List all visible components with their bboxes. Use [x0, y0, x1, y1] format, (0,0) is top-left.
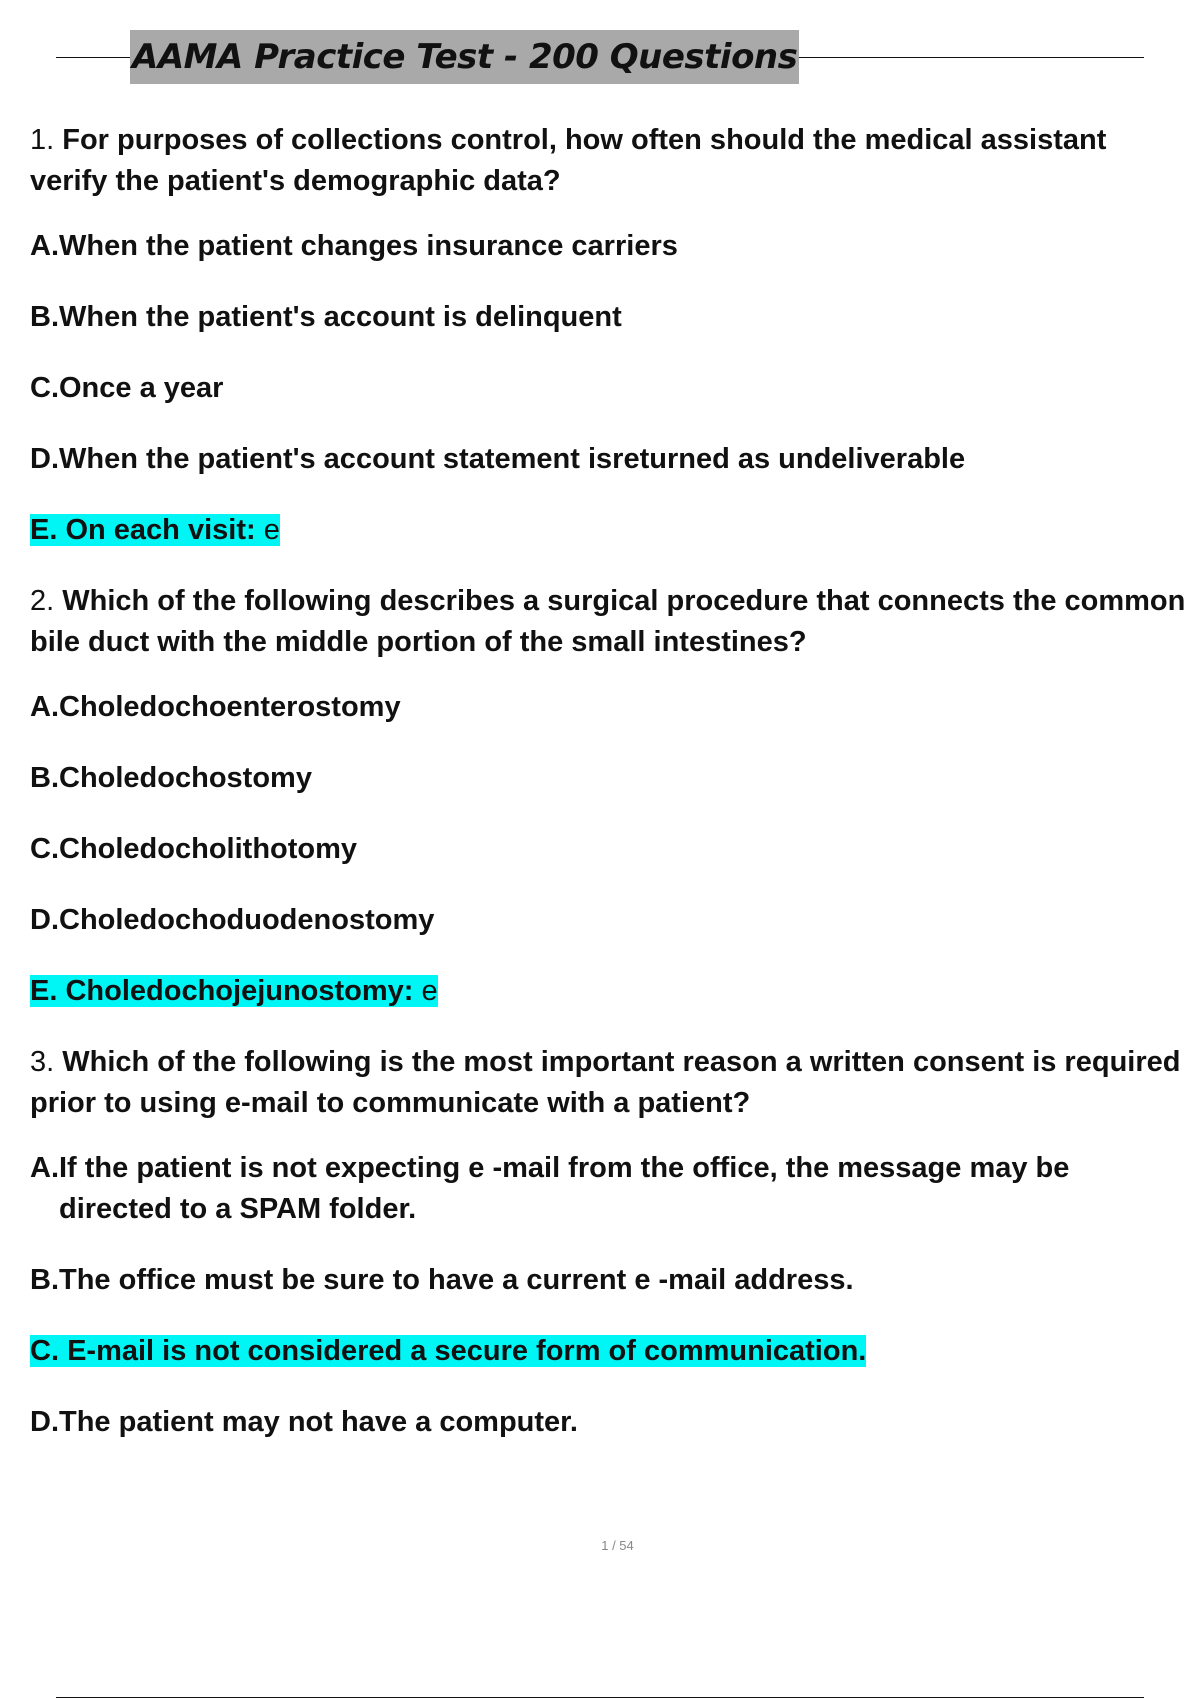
option-d	[30, 1402, 1190, 1443]
option-letter: A.	[30, 230, 59, 262]
option-a	[30, 687, 1190, 728]
option-letter: C.	[30, 833, 59, 865]
option-text: The patient may not have a computer.	[59, 1406, 578, 1438]
option-e-correct-answer	[30, 971, 1190, 1012]
question-1	[30, 120, 1190, 551]
question-number: 3.	[30, 1046, 55, 1078]
question-number: 2.	[30, 585, 55, 617]
option-letter: D.	[30, 1406, 59, 1438]
option-b	[30, 297, 1190, 338]
option-letter: B.	[30, 301, 59, 333]
option-e-correct-answer	[30, 510, 1190, 551]
option-a	[30, 226, 1190, 267]
question-stem: Which of the following describes a surgical procedure that connects the common bile duct with the middle portion of the small intestines?	[30, 585, 1186, 658]
page-title: AAMA Practice Test - 200 Questions	[130, 30, 799, 84]
option-text: When the patient's account statement isreturned as undeliverable	[59, 443, 966, 475]
option-c	[30, 368, 1190, 409]
option-letter: B.	[30, 1264, 59, 1296]
option-a	[30, 1148, 1190, 1230]
option-text: Choledochostomy	[59, 762, 312, 794]
question-text	[30, 120, 1190, 202]
answer-highlight	[30, 514, 280, 546]
question-number: 1.	[30, 124, 55, 156]
question-text	[30, 1042, 1190, 1124]
option-text: When the patient's account is delinquent	[59, 301, 622, 333]
option-letter: E.	[30, 514, 58, 546]
answer-highlight	[30, 1335, 866, 1367]
option-letter: C.	[30, 372, 59, 404]
question-2	[30, 581, 1190, 1012]
option-b	[30, 758, 1190, 799]
option-text: If the patient is not expecting e -mail from the office, the message may be directed to a SPAM folder.	[59, 1152, 1070, 1225]
answer-key: e	[421, 975, 438, 1007]
answer-highlight	[30, 975, 438, 1007]
title-row	[56, 30, 1144, 86]
option-text: When the patient changes insurance carriers	[59, 230, 678, 262]
question-stem: For purposes of collections control, how often should the medical assistant verify the patient's demographic data?	[30, 124, 1107, 197]
option-letter: A.	[30, 1152, 59, 1184]
option-text: E-mail is not considered a secure form of communication.	[67, 1335, 867, 1367]
option-text: Choledochoenterostomy	[59, 691, 401, 723]
option-c	[30, 829, 1190, 870]
option-letter: B.	[30, 762, 59, 794]
option-b	[30, 1260, 1190, 1301]
option-letter: E.	[30, 975, 58, 1007]
page-number: 1 / 54	[601, 1538, 634, 1553]
questions-list	[30, 120, 1190, 1473]
question-stem: Which of the following is the most important reason a written consent is required prior to using e-mail to communicate with a patient?	[30, 1046, 1181, 1119]
option-text: Once a year	[59, 372, 224, 404]
option-d	[30, 900, 1190, 941]
option-letter: A.	[30, 691, 59, 723]
option-letter: D.	[30, 904, 59, 936]
question-text	[30, 581, 1190, 663]
option-letter: D.	[30, 443, 59, 475]
option-c-correct-answer	[30, 1331, 1190, 1372]
option-text: On each visit:	[65, 514, 256, 546]
answer-key: e	[263, 514, 280, 546]
option-text: Choledochojejunostomy:	[65, 975, 414, 1007]
bottom-rule	[56, 1697, 1144, 1698]
option-d	[30, 439, 1190, 480]
option-text: Choledochoduodenostomy	[59, 904, 435, 936]
option-text: Choledocholithotomy	[59, 833, 358, 865]
option-text: The office must be sure to have a current e -mail address.	[59, 1264, 854, 1296]
question-3	[30, 1042, 1190, 1443]
option-letter: C.	[30, 1335, 59, 1367]
